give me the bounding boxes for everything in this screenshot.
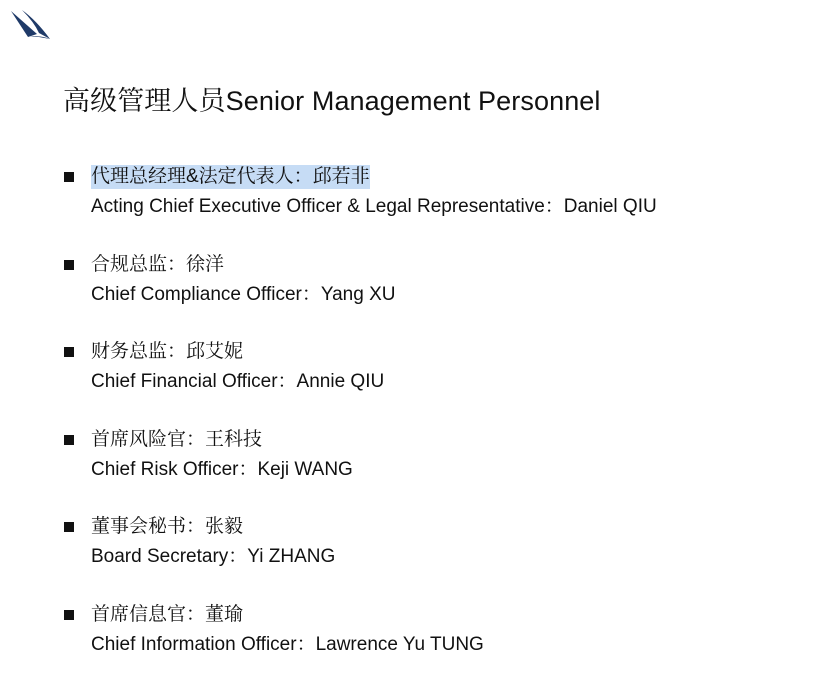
personnel-list xyxy=(63,162,657,687)
person-title-en: Chief Risk Officer：Keji WANG xyxy=(91,455,657,485)
person-title-en: Chief Financial Officer：Annie QIU xyxy=(91,367,657,397)
list-item xyxy=(63,425,657,513)
person-title-cn: 董事会秘书：张毅 xyxy=(91,512,657,542)
person-title-cn: 财务总监：邱艾妮 xyxy=(91,337,657,367)
square-bullet-icon xyxy=(64,610,74,620)
selected-text[interactable]: 代理总经理&法定代表人：邱若非 xyxy=(91,165,370,189)
square-bullet-icon xyxy=(64,347,74,357)
square-bullet-icon xyxy=(64,260,74,270)
list-item xyxy=(63,512,657,600)
square-bullet-icon xyxy=(64,522,74,532)
person-title-en: Chief Information Officer：Lawrence Yu TUNG xyxy=(91,630,657,660)
page-title: 高级管理人员Senior Management Personnel xyxy=(63,82,601,120)
sailboat-logo-icon xyxy=(10,8,52,42)
person-title-cn: 合规总监：徐洋 xyxy=(91,250,657,280)
person-title-en: Chief Compliance Officer：Yang XU xyxy=(91,280,657,310)
person-title-cn: 首席信息官：董瑜 xyxy=(91,600,657,630)
square-bullet-icon xyxy=(64,172,74,182)
person-title-en: Board Secretary：Yi ZHANG xyxy=(91,542,657,572)
person-title-cn: 首席风险官：王科技 xyxy=(91,425,657,455)
square-bullet-icon xyxy=(64,435,74,445)
list-item xyxy=(63,337,657,425)
person-title-en: Acting Chief Executive Officer & Legal Representative：Daniel QIU xyxy=(91,192,657,222)
list-item xyxy=(63,250,657,338)
list-item xyxy=(63,162,657,250)
